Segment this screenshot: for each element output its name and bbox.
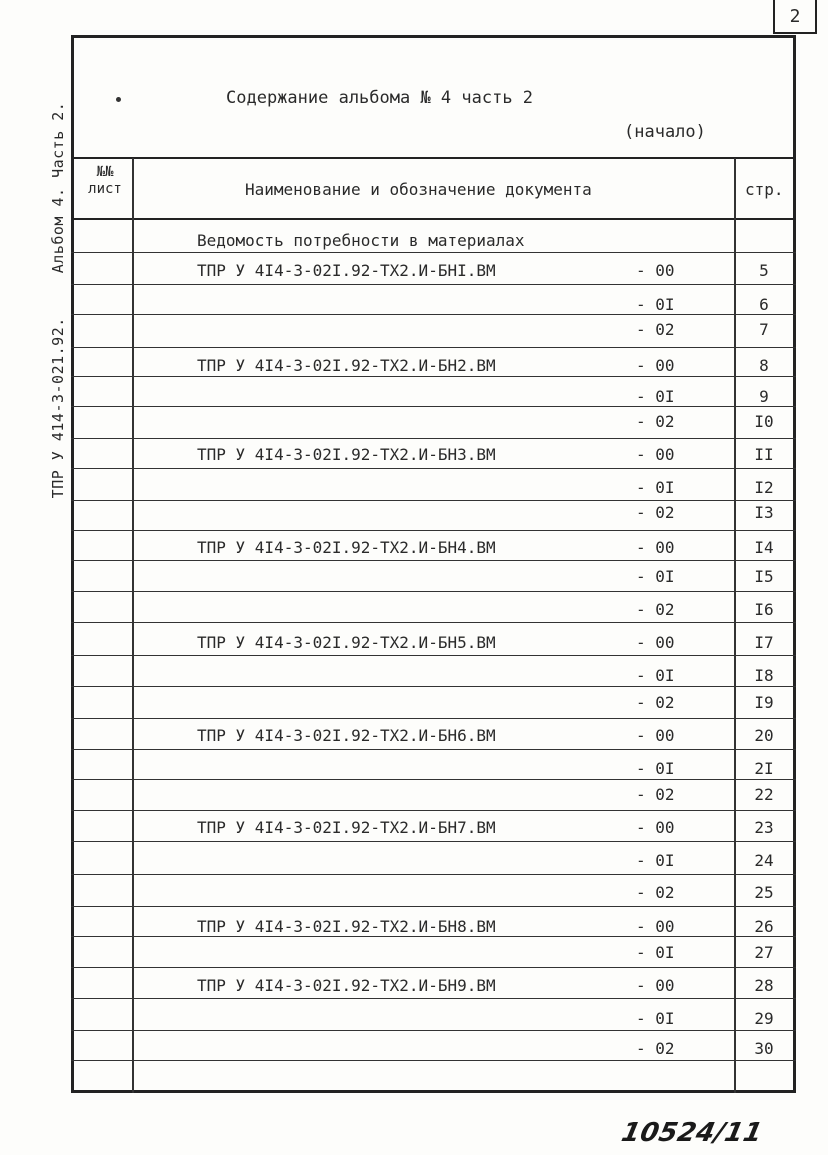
row-page-number: 20 [754, 726, 774, 745]
row-variant: - 00 [636, 633, 675, 652]
row-page-number: 8 [759, 356, 769, 375]
table-row-line [71, 468, 796, 469]
row-page-number: 9 [759, 387, 769, 406]
row-variant: - 0I [636, 851, 675, 870]
table-row-line [71, 376, 796, 377]
row-page-number: I3 [754, 503, 774, 522]
row-variant: - 02 [636, 320, 675, 339]
page-number-box [773, 0, 817, 34]
row-variant: - 0I [636, 759, 675, 778]
row-page-number: I5 [754, 567, 774, 586]
row-page-number: 29 [754, 1009, 774, 1028]
page-title: Содержание альбома № 4 часть 2 [226, 88, 534, 108]
row-variant: - 02 [636, 600, 675, 619]
row-page-number: 27 [754, 943, 774, 962]
row-document-name: ТПР У 4I4-3-02I.92-ТХ2.И-БН5.ВМ [197, 633, 496, 652]
table-row-line [71, 686, 796, 687]
row-variant: - 02 [636, 883, 675, 902]
table-row-line [71, 284, 796, 285]
row-page-number: 22 [754, 785, 774, 804]
row-document-name: ТПР У 4I4-3-02I.92-ТХ2.И-БН7.ВМ [197, 818, 496, 837]
table-row-line [71, 998, 796, 999]
side-label-code: ТПР У 414-3-021.92. [49, 317, 67, 499]
row-page-number: 23 [754, 818, 774, 837]
row-variant: - 0I [636, 943, 675, 962]
table-row-line [71, 874, 796, 875]
table-row-line [71, 906, 796, 907]
row-page-number: I8 [754, 666, 774, 685]
row-variant: - 00 [636, 726, 675, 745]
row-variant: - 02 [636, 503, 675, 522]
row-document-name: ТПР У 4I4-3-02I.92-ТХ2.И-БН3.ВМ [197, 445, 496, 464]
row-page-number: 30 [754, 1039, 774, 1058]
row-document-name: ТПР У 4I4-3-02I.92-ТХ2.И-БН4.ВМ [197, 538, 496, 557]
row-variant: - 00 [636, 818, 675, 837]
row-page-number: I6 [754, 600, 774, 619]
row-variant: - 02 [636, 785, 675, 804]
row-variant: - 0I [636, 567, 675, 586]
table-row-line [71, 655, 796, 656]
row-page-number: II [754, 445, 774, 464]
table-row-line [71, 841, 796, 842]
row-variant: - 00 [636, 976, 675, 995]
table-row-line [71, 406, 796, 407]
table-row-line [71, 560, 796, 561]
row-variant: - 00 [636, 445, 675, 464]
row-page-number: I4 [754, 538, 774, 557]
table-row-line [71, 438, 796, 439]
table-row-line [71, 252, 796, 253]
row-variant: - 00 [636, 538, 675, 557]
table-row-line [71, 779, 796, 780]
side-label [49, 102, 67, 499]
archive-number: 10524/11 [618, 1118, 766, 1148]
row-page-number: 5 [759, 261, 769, 280]
row-page-number: 7 [759, 320, 769, 339]
table-row-line [71, 936, 796, 937]
row-variant: - 0I [636, 666, 675, 685]
table-header-border [71, 218, 796, 220]
row-page-number: 25 [754, 883, 774, 902]
section-title: Ведомость потребности в материалах [197, 231, 525, 250]
row-page-number: 28 [754, 976, 774, 995]
page-subtitle: (начало) [624, 122, 706, 142]
table-row-line [71, 1030, 796, 1031]
row-document-name: ТПР У 4I4-3-02I.92-ТХ2.И-БНI.ВМ [197, 261, 496, 280]
row-page-number: 2I [754, 759, 774, 778]
table-row-line [71, 591, 796, 592]
table-row-line [71, 967, 796, 968]
row-variant: - 02 [636, 693, 675, 712]
row-document-name: ТПР У 4I4-3-02I.92-ТХ2.И-БН8.ВМ [197, 917, 496, 936]
row-variant: - 00 [636, 356, 675, 375]
table-row-line [71, 749, 796, 750]
row-variant: - 02 [636, 1039, 675, 1058]
row-variant: - 0I [636, 1009, 675, 1028]
row-page-number: I9 [754, 693, 774, 712]
page-number: 2 [789, 5, 801, 27]
table-row-line [71, 718, 796, 719]
row-page-number: I7 [754, 633, 774, 652]
row-document-name: ТПР У 4I4-3-02I.92-ТХ2.И-БН6.ВМ [197, 726, 496, 745]
bullet-dot [116, 97, 121, 102]
column-divider-sheet [132, 158, 134, 1093]
row-variant: - 00 [636, 261, 675, 280]
row-document-name: ТПР У 4I4-3-02I.92-ТХ2.И-БН2.ВМ [197, 356, 496, 375]
row-variant: - 0I [636, 295, 675, 314]
row-variant: - 00 [636, 917, 675, 936]
row-page-number: I2 [754, 478, 774, 497]
row-variant: - 0I [636, 387, 675, 406]
table-row-line [71, 500, 796, 501]
row-variant: - 02 [636, 412, 675, 431]
row-page-number: I0 [754, 412, 774, 431]
row-document-name: ТПР У 4I4-3-02I.92-ТХ2.И-БН9.ВМ [197, 976, 496, 995]
table-top-border [71, 157, 796, 159]
table-row-line [71, 1060, 796, 1061]
row-page-number: 26 [754, 917, 774, 936]
row-variant: - 0I [636, 478, 675, 497]
table-row-line [71, 810, 796, 811]
table-row-line [71, 622, 796, 623]
column-header-page: стр. [745, 180, 784, 199]
table-row-line [71, 530, 796, 531]
side-label-part: Альбом 4. Часть 2. [49, 101, 67, 274]
column-header-name: Наименование и обозначение документа [245, 180, 592, 199]
column-header-sheet: №№ лист [88, 164, 122, 197]
row-page-number: 24 [754, 851, 774, 870]
row-page-number: 6 [759, 295, 769, 314]
table-row-line [71, 314, 796, 315]
table-row-line [71, 347, 796, 348]
